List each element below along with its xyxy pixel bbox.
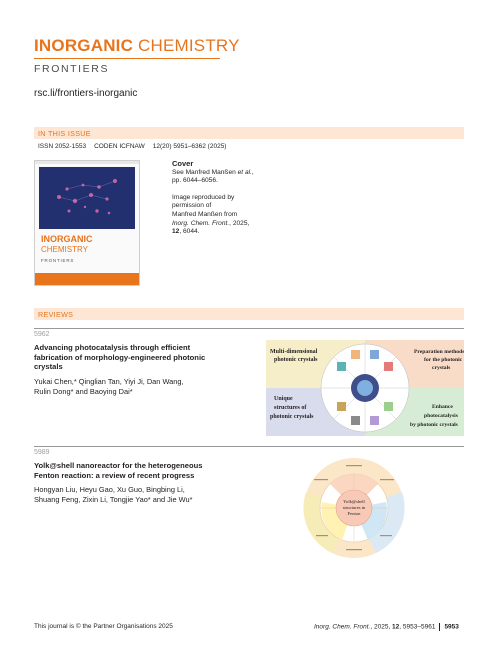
cover-credit-3: Manfred Manßen from <box>172 210 238 218</box>
toc2-center-line2: structures in <box>342 505 366 510</box>
article-2-authors: Hongyan Liu, Heyu Gao, Xu Guo, Bingbing Li, Shuang Feng, Zixin Li, Tongjie Yao* and Jie Wu* <box>34 485 193 504</box>
article-1-title[interactable]: Advancing photocatalysis through efficient fabrication of morphology-engineered photonic crystals <box>34 343 206 372</box>
cover-thumbnail[interactable] <box>34 160 140 286</box>
toc1-br-line1: Enhance <box>432 404 453 410</box>
toc1-tr-line3: crystals <box>432 365 451 371</box>
journal-subtitle: FRONTIERS <box>34 63 110 75</box>
toc1-tl-line2: photonic crystals <box>274 357 318 363</box>
toc2-center-line3: Fenton <box>347 511 361 516</box>
cover-credit-ref: Inorg. Chem. Front., 2025, <box>172 219 250 227</box>
cover-credit-1: Image reproduced by <box>172 193 235 201</box>
toc2-center-line1: Yolk@shell <box>343 499 365 504</box>
footer-citation: Inorg. Chem. Front., 2025, 12, 5953–5961 5953 <box>314 623 459 631</box>
title-rule <box>34 58 220 59</box>
cover-footer-strip <box>35 273 139 285</box>
cover-title-3: FRONTIERS <box>41 258 75 263</box>
toc1-bl-line2: structures of <box>274 405 307 411</box>
article-2-page[interactable]: 5989 <box>34 449 50 456</box>
article-1-rule <box>34 328 464 329</box>
cover-credit-2: permission of <box>172 202 212 210</box>
cover-label: Cover <box>172 159 194 168</box>
toc1-bl-line1: Unique <box>274 396 293 402</box>
cover-pages: pp. 6044–6056. <box>172 177 218 185</box>
cover-title-1: INORGANIC <box>41 234 93 244</box>
journal-title: INORGANIC CHEMISTRY <box>34 36 240 55</box>
footer-page-number: 5953 <box>444 623 459 631</box>
in-this-issue-band <box>34 127 464 139</box>
article-1-page[interactable]: 5962 <box>34 331 50 338</box>
toc1-tl-line1: Multi-dimensional <box>270 349 318 355</box>
cover-caption <box>172 160 282 237</box>
article-1-toc-graphic[interactable] <box>266 340 464 436</box>
reviews-heading: REVIEWS <box>38 310 74 319</box>
issn-line: ISSN 2052-1553 CODEN ICFNAW 12(20) 5951–6362 (2025) <box>38 143 227 150</box>
toc1-br-line3: by photonic crystals <box>410 422 458 428</box>
cover-title-2: CHEMISTRY <box>41 245 88 254</box>
toc1-tr-line2: for the photonic <box>424 357 463 363</box>
in-this-issue-heading: IN THIS ISSUE <box>38 129 91 138</box>
cover-see-line: See Manfred Manßen et al., <box>172 168 254 176</box>
toc1-tr-line1: Preparation methods <box>414 349 464 355</box>
footer-copyright: This journal is © the Partner Organisations 2025 <box>34 623 173 630</box>
article-2-title[interactable]: Yolk@shell nanoreactor for the heterogeneous Fenton reaction: a review of recent progress <box>34 461 203 480</box>
footer-separator <box>439 623 440 631</box>
article-2-toc-graphic[interactable] <box>296 457 412 559</box>
article-1-authors: Yukai Chen,* Qinglian Tan, Yiyi Ji, Dan Wang, Rulin Dong* and Baoying Dai* <box>34 377 184 396</box>
reviews-band <box>34 308 464 320</box>
cover-credit-vol: 12, 6044. <box>172 228 200 236</box>
toc1-br-line2: photocatalysis <box>424 413 458 419</box>
journal-url[interactable]: rsc.li/frontiers-inorganic <box>34 88 138 99</box>
toc1-bl-line3: photonic crystals <box>270 414 314 420</box>
article-2-rule <box>34 446 464 447</box>
cover-header-strip <box>35 161 139 164</box>
cover-artwork <box>39 167 135 229</box>
